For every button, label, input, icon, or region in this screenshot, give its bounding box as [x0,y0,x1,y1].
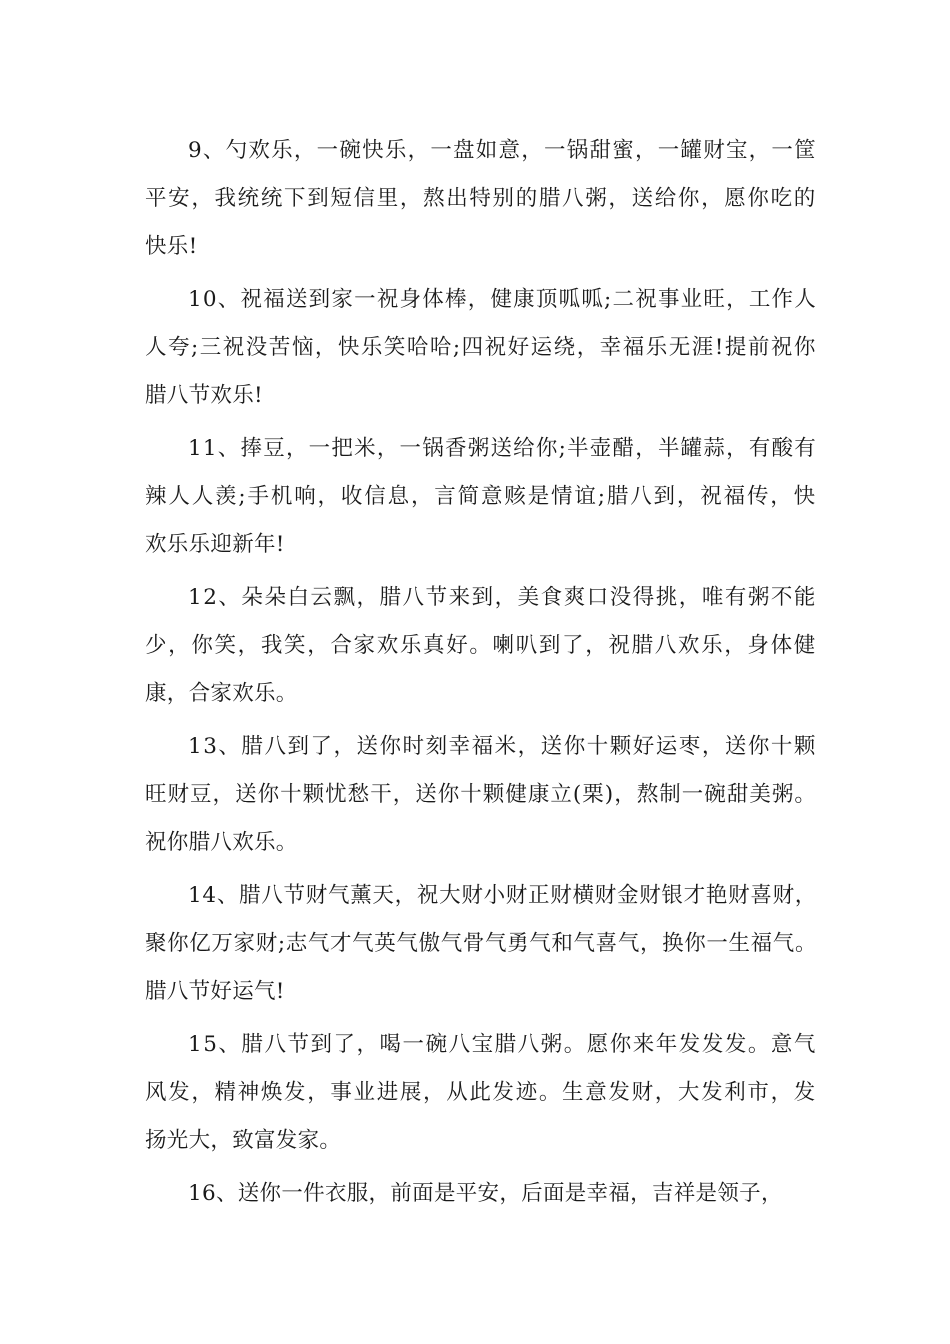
paragraph-line: 13、腊八到了，送你时刻幸福米，送你十颗好运枣，送你十颗 [188,734,817,759]
paragraph-line: 聚你亿万家财;志气才气英气傲气骨气勇气和气喜气，换你一生福气。 [145,931,818,956]
paragraph-line: 旺财豆，送你十颗忧愁干，送你十颗健康立(栗)，熬制一碗甜美粥。 [145,782,817,807]
paragraph-line: 12、朵朵白云飘，腊八节来到，美食爽口没得挑，唯有粥不能 [188,585,817,610]
wish-paragraph [145,574,817,718]
paragraph-line: 康，合家欢乐。 [145,681,298,706]
paragraph-line: 快乐! [145,234,198,259]
paragraph-line: 辣人人羡;手机响，收信息，言简意赅是情谊;腊八到，祝福传，快 [145,484,817,509]
paragraph-line: 少，你笑，我笑，合家欢乐真好。喇叭到了，祝腊八欢乐，身体健 [145,633,817,658]
paragraph-line: 欢乐乐迎新年! [145,532,285,557]
wish-paragraph [145,872,817,1016]
paragraph-line: 14、腊八节财气薰天，祝大财小财正财横财金财银才艳财喜财， [188,883,818,908]
paragraph-line: 风发，精神焕发，事业进展，从此发迹。生意发财，大发利市，发 [145,1080,817,1105]
paragraph-line: 腊八节好运气! [145,979,285,1004]
paragraph-line: 人夸;三祝没苦恼，快乐笑哈哈;四祝好运绕，幸福乐无涯!提前祝你 [145,335,817,360]
paragraph-line: 腊八节欢乐! [145,383,263,408]
paragraph-line: 祝你腊八欢乐。 [145,830,298,855]
paragraph-line: 10、祝福送到家一祝身体棒，健康顶呱呱;二祝事业旺，工作人 [188,287,817,312]
paragraph-line: 11、捧豆，一把米，一锅香粥送给你;半壶醋，半罐蒜，有酸有 [188,436,817,461]
wish-paragraph [145,723,817,867]
paragraph-line: 16、送你一件衣服，前面是平安，后面是幸福，吉祥是领子， [188,1181,783,1206]
wish-paragraph [145,425,817,569]
wish-paragraph [145,1021,817,1165]
paragraph-line: 9、勺欢乐，一碗快乐，一盘如意，一锅甜蜜，一罐财宝，一筐 [188,138,817,163]
paragraph-line: 扬光大，致富发家。 [145,1128,342,1153]
wish-paragraph [145,276,817,420]
document-body [145,127,817,1218]
wish-paragraph [145,1170,817,1218]
wish-paragraph [145,127,817,271]
paragraph-line: 平安，我统统下到短信里，熬出特别的腊八粥，送给你，愿你吃的 [145,186,817,211]
paragraph-line: 15、腊八节到了，喝一碗八宝腊八粥。愿你来年发发发。意气 [188,1032,817,1057]
